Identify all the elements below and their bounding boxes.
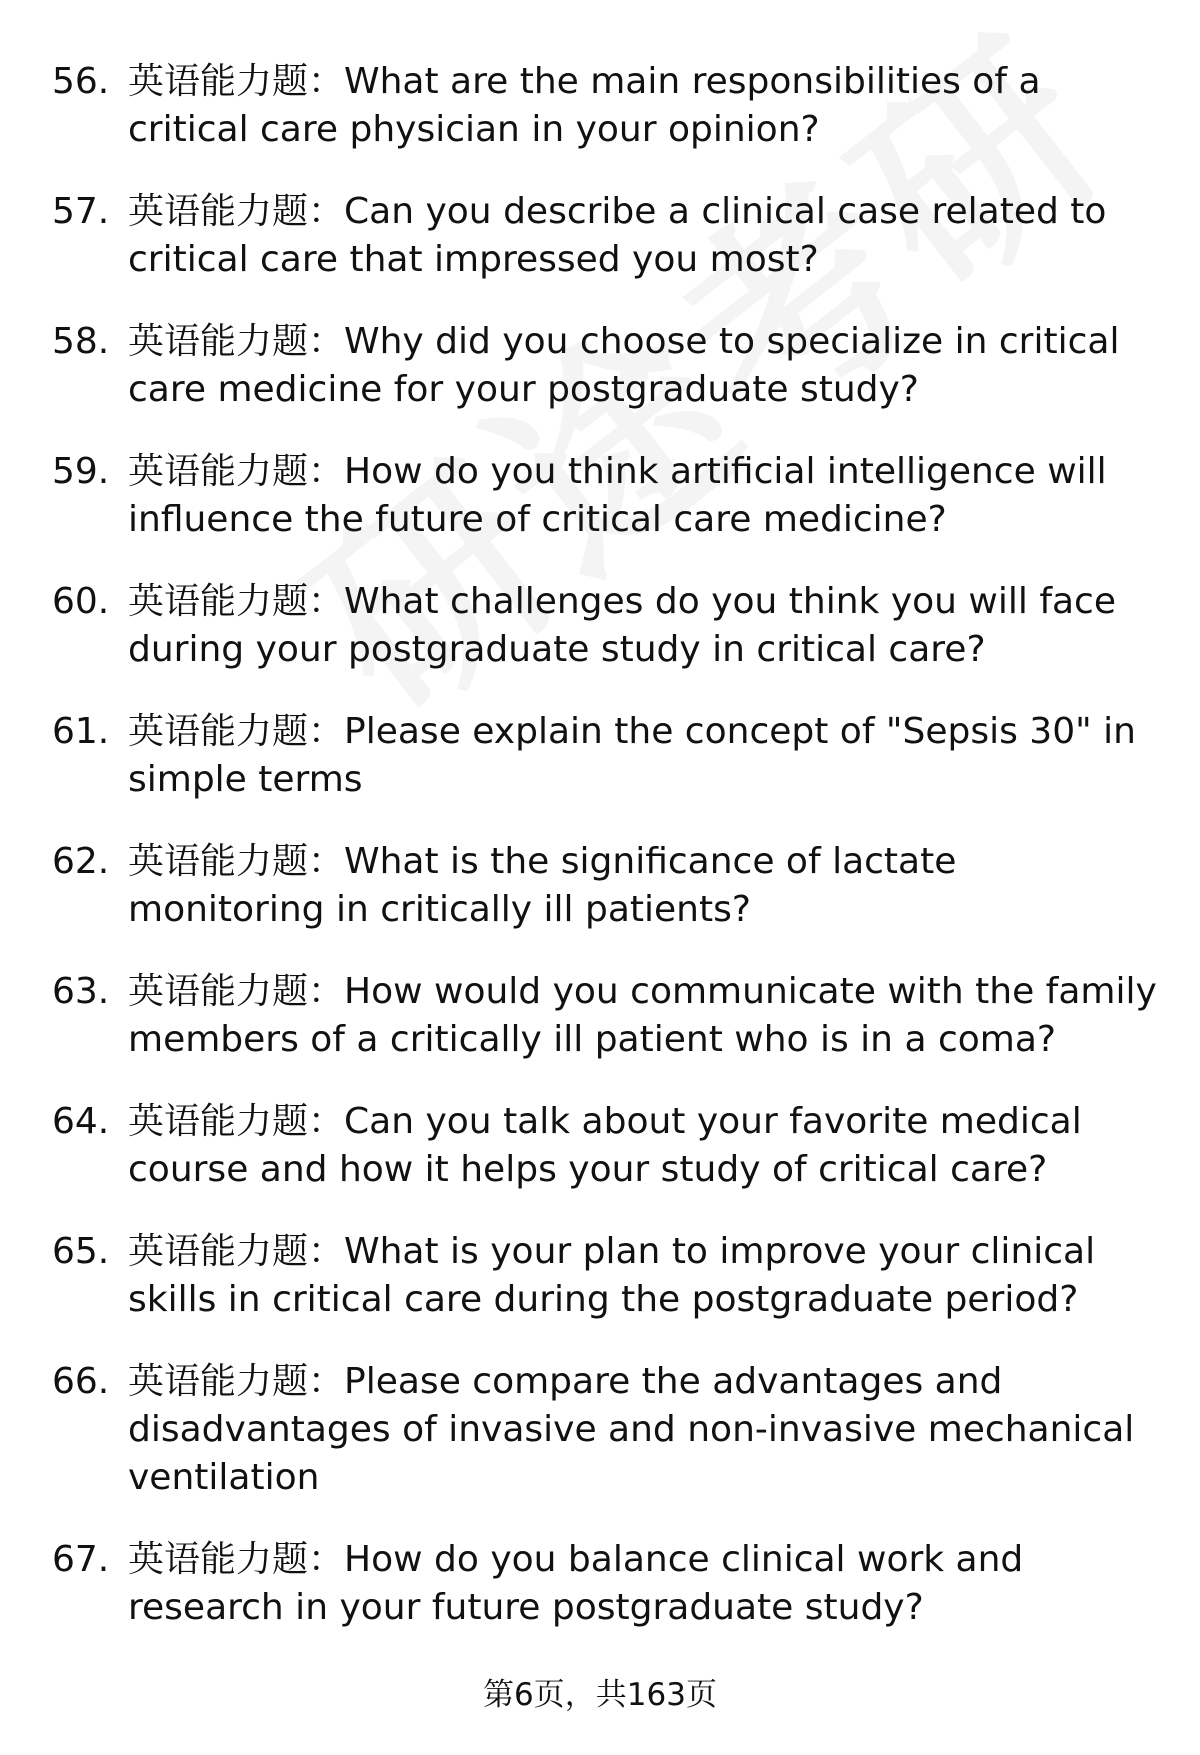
question-prefix: 英语能力题： [128, 191, 345, 232]
question-body [128, 1098, 1162, 1194]
question-body [128, 188, 1162, 284]
question-prefix: 英语能力题： [128, 581, 345, 622]
question-body [128, 1228, 1162, 1324]
question-number: 57. [52, 191, 110, 232]
question-text: What is your plan to improve your clinical skills in critical care during the postgraduate period? [128, 1231, 1096, 1320]
question-number: 56. [52, 61, 110, 102]
question-prefix: 英语能力题： [128, 1231, 345, 1272]
question-item [52, 968, 1162, 1064]
question-text: What are the main responsibilities of a critical care physician in your opinion? [128, 61, 1041, 150]
question-body [128, 1536, 1162, 1632]
question-number: 67. [52, 1539, 110, 1580]
question-text: Please explain the concept of "Sepsis 30" in simple terms [128, 711, 1136, 800]
question-number: 58. [52, 321, 110, 362]
question-number: 66. [52, 1361, 110, 1402]
question-item [52, 318, 1162, 414]
question-body [128, 968, 1162, 1064]
question-text: Please compare the advantages and disadvantages of invasive and non-invasive mechanical ventilation [128, 1361, 1135, 1498]
question-item [52, 1536, 1162, 1632]
question-body [128, 838, 1162, 934]
question-list [52, 58, 1162, 1666]
question-number: 62. [52, 841, 110, 882]
question-text: How do you balance clinical work and research in your future postgraduate study? [128, 1539, 1024, 1628]
question-prefix: 英语能力题： [128, 971, 345, 1012]
question-prefix: 英语能力题： [128, 1101, 345, 1142]
question-item [52, 708, 1162, 804]
question-body [128, 1358, 1162, 1502]
question-number: 61. [52, 711, 110, 752]
question-prefix: 英语能力题： [128, 841, 345, 882]
question-body [128, 448, 1162, 544]
question-text: What challenges do you think you will face during your postgraduate study in critical care? [128, 581, 1116, 670]
question-item [52, 58, 1162, 154]
question-text: Why did you choose to specialize in critical care medicine for your postgraduate study? [128, 321, 1120, 410]
question-item [52, 1098, 1162, 1194]
question-item [52, 838, 1162, 934]
question-body [128, 58, 1162, 154]
question-text: How would you communicate with the family members of a critically ill patient who is in a coma? [128, 971, 1157, 1060]
question-number: 64. [52, 1101, 110, 1142]
question-prefix: 英语能力题： [128, 321, 345, 362]
question-prefix: 英语能力题： [128, 61, 345, 102]
question-number: 63. [52, 971, 110, 1012]
question-item [52, 578, 1162, 674]
question-number: 60. [52, 581, 110, 622]
question-item [52, 1228, 1162, 1324]
question-number: 65. [52, 1231, 110, 1272]
question-prefix: 英语能力题： [128, 1361, 345, 1402]
question-prefix: 英语能力题： [128, 1539, 345, 1580]
question-body [128, 708, 1162, 804]
page-footer: 第6页，共163页 [483, 1677, 717, 1713]
question-body [128, 578, 1162, 674]
question-text: What is the significance of lactate monitoring in critically ill patients? [128, 841, 957, 930]
question-text: Can you describe a clinical case related to critical care that impressed you most? [128, 191, 1107, 280]
question-text: Can you talk about your favorite medical course and how it helps your study of critical care? [128, 1101, 1082, 1190]
question-text: How do you think artificial intelligence will influence the future of critical care medicine? [128, 451, 1107, 540]
question-body [128, 318, 1162, 414]
question-item [52, 1358, 1162, 1502]
question-item [52, 448, 1162, 544]
question-item [52, 188, 1162, 284]
question-prefix: 英语能力题： [128, 451, 345, 492]
question-prefix: 英语能力题： [128, 711, 345, 752]
question-number: 59. [52, 451, 110, 492]
